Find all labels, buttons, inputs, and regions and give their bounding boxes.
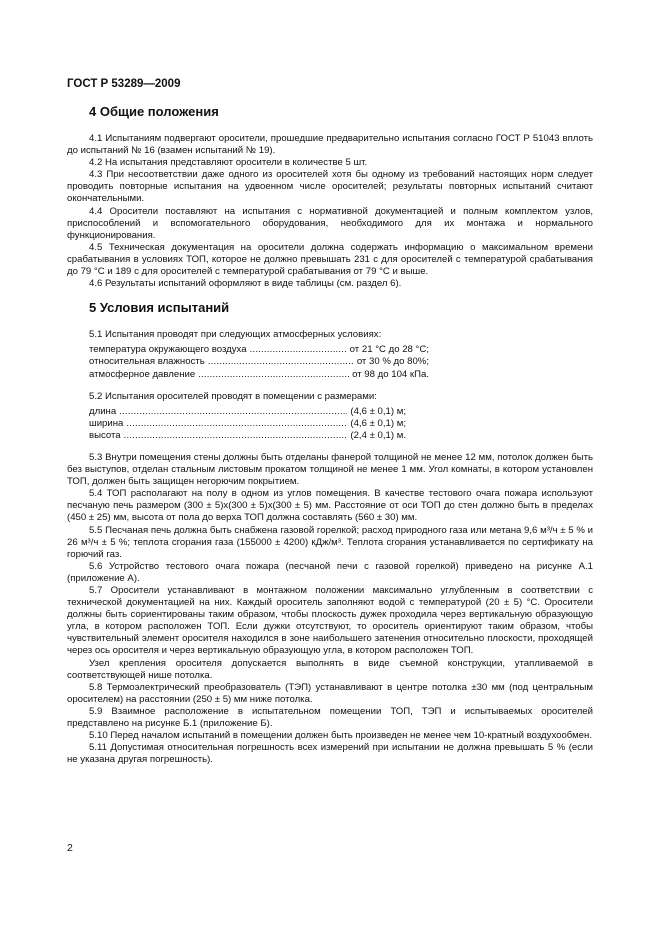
paragraph-5-5: 5.5 Песчаная печь должна быть снабжена газовой горелкой; расход природного газа или метана 9,6 м³/ч ± 5 % и 26 м³/ч ± 5 %; теплота сгорания газа (155000 ± 4200) кДж/м³. Теплота сгорания устанавливается по сертификату на горючий газ. (67, 524, 593, 560)
condition-label: температура окружающего воздуха (89, 344, 247, 356)
condition-value: от 21 °С до 28 °С; (349, 344, 429, 356)
leader-dots (124, 430, 348, 442)
paragraph-4-1: 4.1 Испытаниям подвергают оросители, прошедшие предварительно испытания согласно ГОСТ Р 51043 вплоть до испытаний № 16 (взамен испытаний № 19). (67, 133, 593, 157)
leader-dots (119, 406, 347, 418)
paragraph-5-7: 5.7 Оросители устанавливают в монтажном положении максимально углубленным в соответствии с технической документацией на них. Каждый ороситель заполняют водой с температурой (20 ± 5) °С. Оросители должны быть сориентированы таким образом, чтобы плоскость дужек проходила через вертикальную образующую угла, в котором расположен ТОП. Если дужки отсутствуют, то ороситель ориентируют таким образом, чтобы чувствительный элемент оросителя находился в зоне наибольшего затенения относительно плоскости, проходящей через ось оросителя и через вертикальную образующую угла, в котором расположен ТОП. (67, 585, 593, 657)
paragraph-5-7-note: Узел крепления оросителя допускается выполнять в виде съемной конструкции, утапливаемой в соответствующей нише потолка. (67, 657, 593, 681)
leader-dots (208, 356, 354, 368)
dimension-label: ширина (89, 417, 124, 429)
paragraph-4-4: 4.4 Оросители поставляют на испытания с нормативной документацией и полным комплектом узлов, приспособлений и вспомогательного оборудования, необходимого для их монтажа и нормального функционирования. (67, 205, 593, 241)
dimension-value: (2,4 ± 0,1) м. (350, 429, 406, 441)
leader-dots (198, 369, 349, 381)
leader-dots (250, 344, 347, 356)
document-header: ГОСТ Р 53289—2009 (67, 78, 181, 90)
condition-row (89, 356, 429, 368)
paragraph-5-4: 5.4 ТОП располагают на полу в одном из углов помещения. В качестве тестового очага пожара используют песчаную печь размером (300 ± 5)х(300 ± 5)х(300 ± 5) мм. Расстояние от оси ТОП до стен должно быть в пределах (450 ± 25) мм, высота от пола до верха ТОП должна составлять (560 ± 30) мм. (67, 488, 593, 524)
paragraph-5-1: 5.1 Испытания проводят при следующих атмосферных условиях: (89, 329, 382, 341)
dimension-value: (4,6 ± 0,1) м; (350, 417, 406, 429)
paragraph-4-2: 4.2 На испытания представляют оросители в количестве 5 шт. (89, 157, 368, 169)
paragraph-4-5: 4.5 Техническая документация на оросители должна содержать информацию о максимальном времени срабатывания в условиях ТОП, которое не должно превышать 231 с для оросителей с температурой срабатывания до 79 °С и 189 с для оросителей с температурой срабатывания от 79 °С и выше. (67, 241, 593, 278)
condition-value: от 30 % до 80%; (356, 356, 429, 368)
paragraph-5-8: 5.8 Термоэлектрический преобразователь (ТЭП) устанавливают в центре потолка ±30 мм (под центральным оросителем) на расстоянии (250 ± 5) мм ниже потолка. (67, 681, 593, 705)
condition-row (89, 369, 429, 381)
section-4-title: 4 Общие положения (89, 104, 219, 119)
document-body (67, 104, 593, 766)
dimension-row (89, 430, 406, 442)
dimension-row (89, 406, 406, 418)
condition-label: атмосферное давление (89, 368, 196, 380)
leader-dots (126, 418, 347, 430)
paragraph-4-3: 4.3 При несоответствии даже одного из оросителей хотя бы одному из требований настоящих норм следует проводить повторные испытания на удвоенном числе оросителей; результаты повторных испытаний считают окончательными. (67, 169, 593, 205)
paragraph-5-10: 5.10 Перед началом испытаний в помещении должен быть произведен не менее чем 10-кратный воздухообмен. (89, 730, 592, 742)
paragraph-5-9: 5.9 Взаимное расположение в испытательном помещении ТОП, ТЭП и испытываемых оросителей представлено на рисунке Б.1 (приложение Б). (67, 705, 593, 730)
paragraph-5-6: 5.6 Устройство тестового очага пожара (песчаной печи с газовой горелкой) приведено на рисунке А.1 (приложение А). (67, 560, 593, 584)
page-number: 2 (67, 842, 73, 854)
dimensions-list (89, 406, 406, 442)
paragraph-4-6: 4.6 Результаты испытаний оформляют в виде таблицы (см. раздел 6). (89, 278, 402, 290)
condition-label: относительная влажность (89, 356, 205, 368)
paragraph-5-3: 5.3 Внутри помещения стены должны быть отделаны фанерой толщиной не менее 12 мм, потолок должен быть без выступов, отделан стальным листовым прокатом толщиной не менее 1 мм. Угол комнаты, в котором установлен ТОП, должен быть защищен негорючим покрытием. (67, 451, 593, 488)
dimension-value: (4,6 ± 0,1) м; (350, 405, 406, 417)
dimension-row (89, 418, 406, 430)
section-5-title: 5 Условия испытаний (89, 300, 230, 316)
paragraph-5-2: 5.2 Испытания оросителей проводят в помещении с размерами: (89, 390, 377, 402)
conditions-list (89, 344, 429, 380)
condition-row (89, 344, 429, 356)
dimension-label: высота (89, 429, 121, 441)
dimension-label: длина (89, 405, 117, 417)
paragraph-5-11: 5.11 Допустимая относительная погрешность всех измерений при испытании не должна превышать 5 % (если не указана другая погрешность). (67, 742, 593, 766)
condition-value: от 98 до 104 кПа. (352, 368, 429, 380)
